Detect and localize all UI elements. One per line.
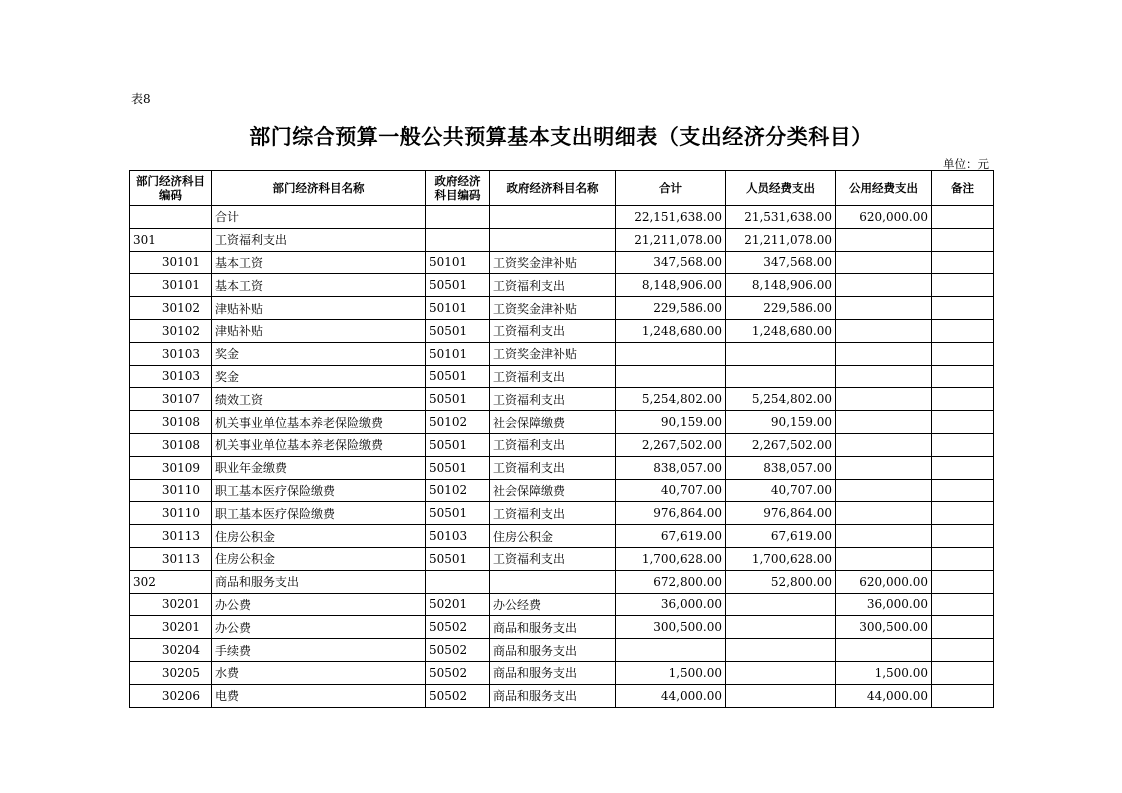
table-row — [130, 570, 994, 593]
cell-personnel: 1,248,680.00 — [726, 319, 836, 342]
table-row — [130, 456, 994, 479]
table-row — [130, 319, 994, 342]
cell-personnel: 347,568.00 — [726, 251, 836, 274]
cell-note — [932, 479, 994, 502]
cell-total: 21,211,078.00 — [616, 228, 726, 251]
table-row — [130, 342, 994, 365]
col-header-personnel: 人员经费支出 — [726, 171, 836, 206]
table-row — [130, 433, 994, 456]
cell-total: 36,000.00 — [616, 593, 726, 616]
cell-personnel: 229,586.00 — [726, 297, 836, 320]
table-row — [130, 251, 994, 274]
cell-dept-name: 商品和服务支出 — [212, 570, 426, 593]
cell-personnel: 976,864.00 — [726, 502, 836, 525]
cell-personnel: 52,800.00 — [726, 570, 836, 593]
table-body — [130, 206, 994, 708]
cell-dept-name: 职工基本医疗保险缴费 — [212, 479, 426, 502]
table-row — [130, 479, 994, 502]
cell-gov-name: 工资奖金津补贴 — [490, 251, 616, 274]
cell-dept-name: 机关事业单位基本养老保险缴费 — [212, 433, 426, 456]
table-number: 表8 — [131, 92, 151, 106]
cell-total: 229,586.00 — [616, 297, 726, 320]
cell-public — [836, 456, 932, 479]
col-header-gov-code: 政府经济科目编码 — [426, 171, 490, 206]
cell-gov-code: 50101 — [426, 297, 490, 320]
table-header-row — [130, 171, 994, 206]
cell-total: 347,568.00 — [616, 251, 726, 274]
cell-dept-code: 30108 — [130, 433, 212, 456]
cell-total — [616, 365, 726, 388]
cell-public — [836, 251, 932, 274]
table-row — [130, 639, 994, 662]
cell-total: 300,500.00 — [616, 616, 726, 639]
cell-dept-name: 奖金 — [212, 365, 426, 388]
cell-dept-code: 30101 — [130, 274, 212, 297]
cell-note — [932, 228, 994, 251]
table-row — [130, 684, 994, 707]
cell-note — [932, 525, 994, 548]
table-row — [130, 547, 994, 570]
cell-dept-code: 30101 — [130, 251, 212, 274]
cell-public — [836, 365, 932, 388]
cell-note — [932, 319, 994, 342]
table-row — [130, 525, 994, 548]
cell-dept-name: 机关事业单位基本养老保险缴费 — [212, 411, 426, 434]
cell-total: 2,267,502.00 — [616, 433, 726, 456]
cell-dept-code: 30201 — [130, 593, 212, 616]
col-header-note: 备注 — [932, 171, 994, 206]
cell-gov-code: 50101 — [426, 342, 490, 365]
cell-total: 44,000.00 — [616, 684, 726, 707]
cell-dept-name: 职业年金缴费 — [212, 456, 426, 479]
cell-personnel — [726, 661, 836, 684]
cell-note — [932, 639, 994, 662]
cell-gov-name: 社会保障缴费 — [490, 479, 616, 502]
cell-dept-name: 合计 — [212, 206, 426, 229]
cell-dept-name: 绩效工资 — [212, 388, 426, 411]
cell-total: 672,800.00 — [616, 570, 726, 593]
cell-gov-code — [426, 228, 490, 251]
cell-public: 620,000.00 — [836, 206, 932, 229]
cell-dept-name: 水费 — [212, 661, 426, 684]
cell-gov-code: 50501 — [426, 274, 490, 297]
table-row — [130, 388, 994, 411]
cell-gov-code: 50502 — [426, 661, 490, 684]
cell-note — [932, 616, 994, 639]
cell-public — [836, 388, 932, 411]
table-row — [130, 411, 994, 434]
cell-dept-code: 30113 — [130, 547, 212, 570]
cell-public — [836, 319, 932, 342]
table-row — [130, 297, 994, 320]
table-row — [130, 502, 994, 525]
cell-public: 300,500.00 — [836, 616, 932, 639]
cell-total: 40,707.00 — [616, 479, 726, 502]
cell-gov-name — [490, 228, 616, 251]
cell-public: 44,000.00 — [836, 684, 932, 707]
cell-gov-name: 工资福利支出 — [490, 319, 616, 342]
cell-dept-name: 基本工资 — [212, 274, 426, 297]
col-header-dept-code: 部门经济科目编码 — [130, 171, 212, 206]
cell-gov-code: 50501 — [426, 365, 490, 388]
cell-public: 36,000.00 — [836, 593, 932, 616]
cell-dept-code: 30113 — [130, 525, 212, 548]
cell-personnel: 90,159.00 — [726, 411, 836, 434]
cell-note — [932, 456, 994, 479]
cell-gov-name: 工资福利支出 — [490, 433, 616, 456]
cell-gov-name: 商品和服务支出 — [490, 661, 616, 684]
cell-dept-name: 住房公积金 — [212, 547, 426, 570]
cell-public — [836, 639, 932, 662]
cell-gov-code: 50201 — [426, 593, 490, 616]
cell-gov-code — [426, 206, 490, 229]
cell-public — [836, 411, 932, 434]
cell-dept-code: 30110 — [130, 479, 212, 502]
cell-public — [836, 433, 932, 456]
cell-dept-code: 30107 — [130, 388, 212, 411]
cell-gov-code: 50501 — [426, 433, 490, 456]
cell-public — [836, 502, 932, 525]
cell-public — [836, 525, 932, 548]
cell-dept-name: 津贴补贴 — [212, 319, 426, 342]
cell-note — [932, 388, 994, 411]
cell-total: 1,500.00 — [616, 661, 726, 684]
cell-gov-code: 50102 — [426, 411, 490, 434]
cell-personnel: 21,531,638.00 — [726, 206, 836, 229]
cell-public — [836, 479, 932, 502]
cell-note — [932, 433, 994, 456]
cell-dept-code: 30205 — [130, 661, 212, 684]
cell-total: 5,254,802.00 — [616, 388, 726, 411]
cell-gov-code: 50501 — [426, 456, 490, 479]
cell-gov-name: 工资福利支出 — [490, 502, 616, 525]
cell-gov-name: 工资福利支出 — [490, 365, 616, 388]
cell-personnel: 67,619.00 — [726, 525, 836, 548]
cell-personnel — [726, 639, 836, 662]
table-row — [130, 616, 994, 639]
cell-dept-name: 基本工资 — [212, 251, 426, 274]
cell-dept-code: 30206 — [130, 684, 212, 707]
cell-note — [932, 297, 994, 320]
cell-gov-code — [426, 570, 490, 593]
cell-dept-code: 301 — [130, 228, 212, 251]
cell-gov-code: 50101 — [426, 251, 490, 274]
cell-personnel — [726, 616, 836, 639]
cell-total: 22,151,638.00 — [616, 206, 726, 229]
cell-gov-name: 办公经费 — [490, 593, 616, 616]
cell-gov-code: 50501 — [426, 502, 490, 525]
table-row — [130, 593, 994, 616]
cell-dept-name: 住房公积金 — [212, 525, 426, 548]
table-row — [130, 228, 994, 251]
cell-personnel: 40,707.00 — [726, 479, 836, 502]
cell-gov-name: 工资奖金津补贴 — [490, 297, 616, 320]
table-row — [130, 206, 994, 229]
cell-note — [932, 661, 994, 684]
cell-personnel: 1,700,628.00 — [726, 547, 836, 570]
cell-dept-code: 30103 — [130, 365, 212, 388]
page-title: 部门综合预算一般公共预算基本支出明细表（支出经济分类科目） — [249, 125, 873, 149]
cell-total: 67,619.00 — [616, 525, 726, 548]
cell-personnel — [726, 593, 836, 616]
cell-total: 8,148,906.00 — [616, 274, 726, 297]
cell-dept-code: 30108 — [130, 411, 212, 434]
col-header-public: 公用经费支出 — [836, 171, 932, 206]
cell-dept-name: 办公费 — [212, 616, 426, 639]
cell-gov-name: 工资福利支出 — [490, 456, 616, 479]
cell-personnel: 2,267,502.00 — [726, 433, 836, 456]
cell-note — [932, 547, 994, 570]
cell-gov-name: 商品和服务支出 — [490, 639, 616, 662]
col-header-dept-name: 部门经济科目名称 — [212, 171, 426, 206]
cell-gov-name — [490, 206, 616, 229]
cell-note — [932, 206, 994, 229]
table-row — [130, 274, 994, 297]
cell-total — [616, 342, 726, 365]
cell-note — [932, 502, 994, 525]
cell-total: 838,057.00 — [616, 456, 726, 479]
cell-personnel: 838,057.00 — [726, 456, 836, 479]
cell-total: 1,700,628.00 — [616, 547, 726, 570]
cell-personnel — [726, 684, 836, 707]
cell-note — [932, 593, 994, 616]
cell-personnel: 5,254,802.00 — [726, 388, 836, 411]
cell-gov-name: 工资福利支出 — [490, 274, 616, 297]
cell-total: 976,864.00 — [616, 502, 726, 525]
cell-note — [932, 251, 994, 274]
cell-dept-code: 30201 — [130, 616, 212, 639]
cell-public: 620,000.00 — [836, 570, 932, 593]
col-header-gov-name: 政府经济科目名称 — [490, 171, 616, 206]
cell-gov-code: 50501 — [426, 547, 490, 570]
cell-dept-name: 办公费 — [212, 593, 426, 616]
cell-note — [932, 570, 994, 593]
cell-public — [836, 297, 932, 320]
cell-gov-name: 商品和服务支出 — [490, 684, 616, 707]
cell-dept-name: 津贴补贴 — [212, 297, 426, 320]
cell-gov-code: 50501 — [426, 319, 490, 342]
cell-dept-code: 30102 — [130, 297, 212, 320]
cell-gov-code: 50502 — [426, 616, 490, 639]
unit-label: 单位：元 — [943, 157, 989, 171]
cell-gov-name: 工资奖金津补贴 — [490, 342, 616, 365]
table-row — [130, 661, 994, 684]
cell-dept-code — [130, 206, 212, 229]
cell-public — [836, 274, 932, 297]
cell-gov-code: 50103 — [426, 525, 490, 548]
cell-dept-code: 30102 — [130, 319, 212, 342]
cell-total: 90,159.00 — [616, 411, 726, 434]
cell-personnel — [726, 365, 836, 388]
cell-dept-name: 工资福利支出 — [212, 228, 426, 251]
cell-dept-code: 30110 — [130, 502, 212, 525]
cell-personnel: 8,148,906.00 — [726, 274, 836, 297]
cell-gov-name: 工资福利支出 — [490, 547, 616, 570]
cell-dept-name: 职工基本医疗保险缴费 — [212, 502, 426, 525]
cell-gov-name: 商品和服务支出 — [490, 616, 616, 639]
cell-dept-code: 30204 — [130, 639, 212, 662]
cell-dept-code: 30109 — [130, 456, 212, 479]
cell-gov-code: 50502 — [426, 684, 490, 707]
cell-note — [932, 365, 994, 388]
cell-note — [932, 274, 994, 297]
cell-dept-name: 电费 — [212, 684, 426, 707]
cell-gov-name: 住房公积金 — [490, 525, 616, 548]
cell-total: 1,248,680.00 — [616, 319, 726, 342]
cell-gov-name: 社会保障缴费 — [490, 411, 616, 434]
col-header-total: 合计 — [616, 171, 726, 206]
table-row — [130, 365, 994, 388]
cell-dept-code: 30103 — [130, 342, 212, 365]
cell-gov-code: 50102 — [426, 479, 490, 502]
cell-gov-name: 工资福利支出 — [490, 388, 616, 411]
cell-note — [932, 684, 994, 707]
cell-total — [616, 639, 726, 662]
budget-table — [129, 170, 994, 708]
cell-personnel — [726, 342, 836, 365]
cell-note — [932, 411, 994, 434]
cell-public: 1,500.00 — [836, 661, 932, 684]
cell-public — [836, 228, 932, 251]
cell-dept-name: 手续费 — [212, 639, 426, 662]
cell-note — [932, 342, 994, 365]
cell-gov-code: 50501 — [426, 388, 490, 411]
cell-dept-name: 奖金 — [212, 342, 426, 365]
cell-gov-code: 50502 — [426, 639, 490, 662]
cell-dept-code: 302 — [130, 570, 212, 593]
cell-personnel: 21,211,078.00 — [726, 228, 836, 251]
cell-gov-name — [490, 570, 616, 593]
cell-public — [836, 547, 932, 570]
cell-public — [836, 342, 932, 365]
